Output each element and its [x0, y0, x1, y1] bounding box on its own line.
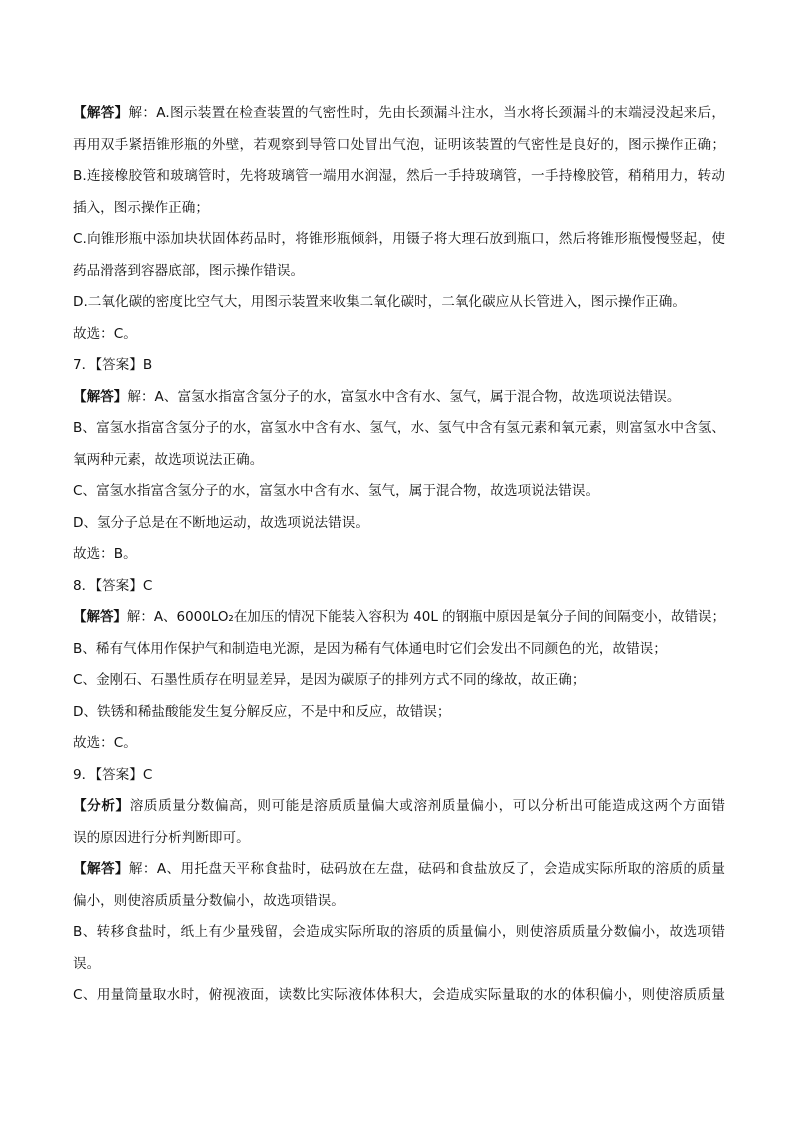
- line-text: C、金刚石、石墨性质存在明显差异，是因为碳原子的排列方式不同的缘故，故正确；: [73, 672, 586, 688]
- line-text: B.连接橡胶管和玻璃管时，先将玻璃管一端用水润湿，然后一手持玻璃管，一手持橡胶管，稍稍用力，转动: [73, 168, 725, 184]
- line-text: 氧两种元素，故选项说法正确。: [73, 451, 264, 468]
- text-line: [73, 508, 725, 540]
- line-text: 故选：B。: [73, 546, 137, 562]
- line-text: 9．【答案】C: [73, 766, 153, 783]
- text-line: [73, 476, 725, 508]
- line-text: C、富氢水指富含氢分子的水，富氢水中含有水、氢气，属于混合物，故选项说法错误。: [73, 483, 600, 499]
- answer-explanation-page: [73, 98, 725, 1012]
- section-tag: 【解答】: [73, 861, 129, 877]
- text-line: [73, 760, 725, 792]
- line-text: 故选：C。: [73, 735, 137, 751]
- text-line: [73, 224, 725, 256]
- text-line: [73, 728, 725, 760]
- line-text: 解：A、6000LO₂在加压的情况下能装入容积为 40L 的钢瓶中原因是氧分子间的间隔变小，故错误；: [126, 609, 725, 625]
- line-text: B、稀有气体用作保护气和制造电光源，是因为稀有气体通电时它们会发出不同颜色的光，故错误；: [73, 640, 667, 657]
- line-text: 8．【答案】C: [73, 577, 153, 594]
- line-text: 偏小，则使溶质质量分数偏小，故选项错误。: [73, 892, 345, 909]
- line-text: 插入，图示操作正确；: [73, 199, 209, 216]
- text-line: [73, 949, 725, 981]
- line-text: 再用双手紧捂锥形瓶的外壁，若观察到导管口处冒出气泡，证明该装置的气密性是良好的，图示操作正确；: [73, 136, 725, 153]
- line-text: 7．【答案】B: [73, 357, 153, 373]
- line-text: 误。: [73, 955, 101, 972]
- section-tag: 【解答】: [73, 105, 129, 121]
- line-text: C.向锥形瓶中添加块状固体药品时，将锥形瓶倾斜，用镊子将大理石放到瓶口，然后将锥形瓶慢慢竖起，使: [73, 231, 725, 247]
- line-text: D、氢分子总是在不断地运动，故选项说法错误。: [73, 514, 369, 531]
- line-text: C、用量筒量取水时，俯视液面，读数比实际液体体积大，会造成实际量取的水的体积偏小，则使溶质质量: [73, 987, 725, 1003]
- text-line: [73, 854, 725, 886]
- text-line: [73, 350, 725, 382]
- text-line: [73, 130, 725, 162]
- line-text: D.二氧化碳的密度比空气大，用图示装置来收集二氧化碳时，二氧化碳应从长管进入，图示操作正确。: [73, 294, 686, 310]
- text-line: [73, 697, 725, 729]
- line-text: 药品滑落到容器底部，图示操作错误。: [73, 262, 305, 279]
- line-text: 解：A、富氢水指富含氢分子的水，富氢水中含有水、氢气，属于混合物，故选项说法错误。: [127, 388, 681, 405]
- text-line: [73, 413, 725, 445]
- line-text: B、富氢水指富含氢分子的水，富氢水中含有水、氢气，水、氢气中含有氢元素和氧元素，则富氢水中含氢、: [73, 420, 725, 436]
- text-line: [73, 634, 725, 666]
- text-line: [73, 382, 725, 414]
- line-text: 溶质质量分数偏高，则可能是溶质质量偏大或溶剂质量偏小，可以分析出可能造成这两个方面错: [129, 798, 725, 814]
- section-tag: 【解答】: [73, 609, 127, 625]
- text-line: [73, 287, 725, 319]
- line-text: 解：A、用托盘天平称食盐时，砝码放在左盘，砝码和食盐放反了，会造成实际所取的溶质的质量: [128, 861, 726, 877]
- text-line: [73, 445, 725, 477]
- text-line: [73, 602, 725, 634]
- text-line: [73, 98, 725, 130]
- line-text: D、铁锈和稀盐酸能发生复分解反应，不是中和反应，故错误；: [73, 703, 451, 720]
- line-text: 解：A.图示装置在检查装置的气密性时，先由长颈漏斗注水，当水将长颈漏斗的末端浸没起来后，: [128, 105, 725, 121]
- text-line: [73, 571, 725, 603]
- section-tag: 【分析】: [73, 798, 130, 814]
- text-line: [73, 980, 725, 1012]
- text-line: [73, 539, 725, 571]
- line-text: B、转移食盐时，纸上有少量残留，会造成实际所取的溶质的质量偏小，则使溶质质量分数偏小，故选项错: [73, 924, 725, 940]
- section-tag: 【解答】: [73, 388, 128, 405]
- text-line: [73, 256, 725, 288]
- text-line: [73, 161, 725, 193]
- text-line: [73, 886, 725, 918]
- text-line: [73, 917, 725, 949]
- text-line: [73, 193, 725, 225]
- text-line: [73, 823, 725, 855]
- text-line: [73, 791, 725, 823]
- text-line: [73, 319, 725, 351]
- line-text: 故选：C。: [73, 325, 137, 342]
- text-line: [73, 665, 725, 697]
- line-text: 误的原因进行分析判断即可。: [73, 829, 250, 846]
